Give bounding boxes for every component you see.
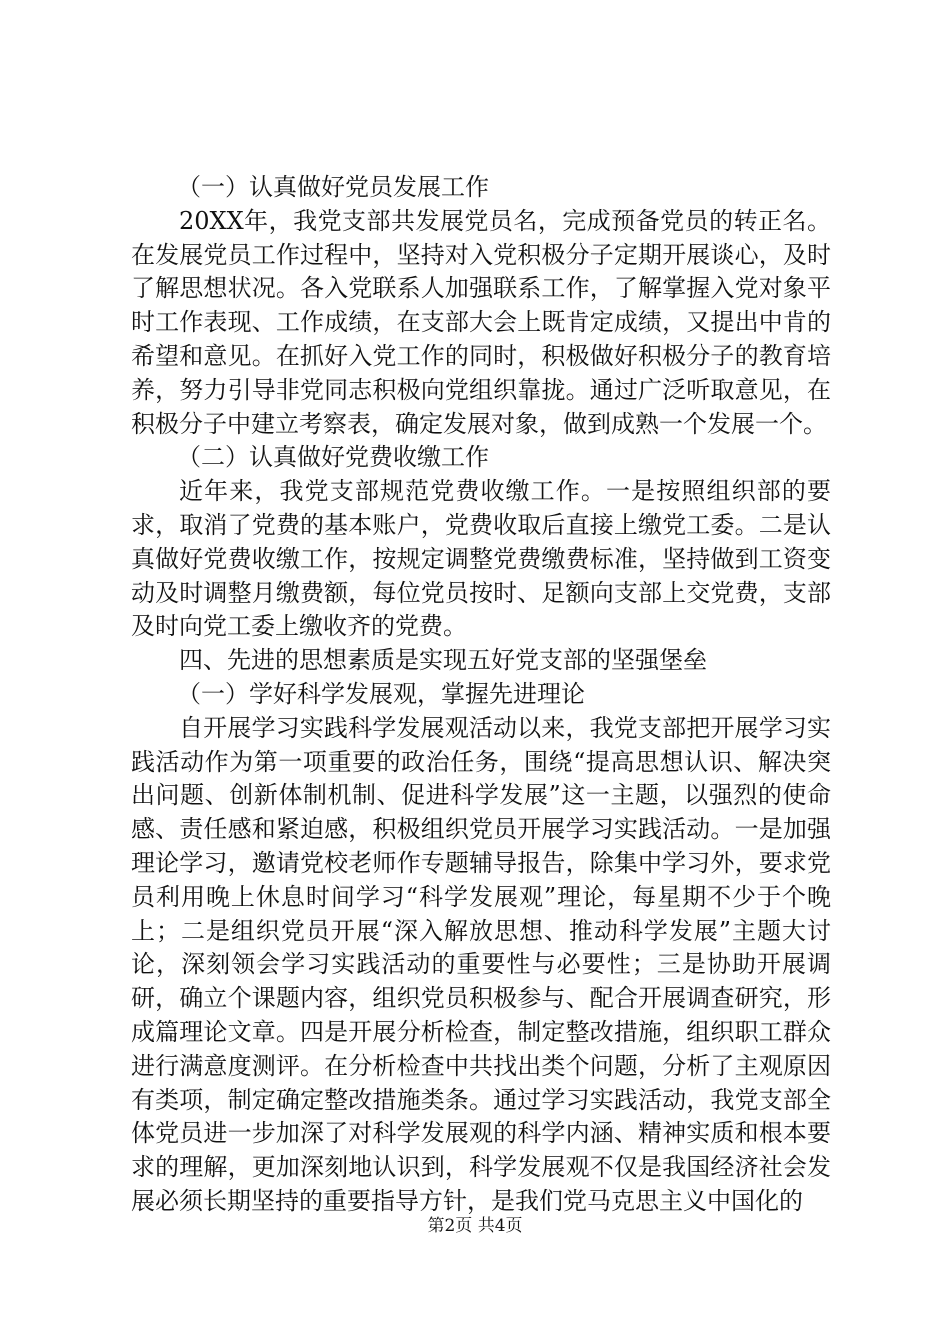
chapter-heading-4: 四、先进的思想素质是实现五好党支部的坚强堡垒 — [179, 646, 707, 675]
page-footer: 第2页 共4页 — [427, 1216, 523, 1236]
section-heading-3: （一）学好科学发展观，掌握先进理论 — [177, 679, 585, 708]
document-body — [131, 171, 831, 1219]
paragraph-party-development: 20XX年，我党支部共发展党员名，完成预备党员的转正名。在发展党员工作过程中，坚持对入党积极分子定期开展谈心，及时了解思想状况。各入党联系人加强联系工作，了解掌握入党对象平时工作表现、工作成绩，在支部大会上既肯定成绩，又提出中肯的希望和意见。在抓好入党工作的同时，积极做好积极分子的教育培养，努力引导非党同志积极向党组织靠拢。通过广泛听取意见，在积极分子中建立考察表，确定发展对象，做到成熟一个发展一个。 — [131, 206, 831, 438]
paragraph-scientific-development: 自开展学习实践科学发展观活动以来，我党支部把开展学习实践活动作为第一项重要的政治任务，围绕“提高思想认识、解决突出问题、创新体制机制、促进科学发展”这一主题，以强烈的使命感、责任感和紧迫感，积极组织党员开展学习实践活动。一是加强理论学习，邀请党校老师作专题辅导报告，除集中学习外，要求党员利用晚上休息时间学习“科学发展观”理论，每星期不少于个晚上；二是组织党员开展“深入解放思想、推动科学发展”主题大讨论，深刻领会学习实践活动的重要性与必要性；三是协助开展调研，确立个课题内容，组织党员积极参与、配合开展调查研究，形成篇理论文章。四是开展分析检查，制定整改措施，组织职工群众进行满意度测评。在分析检查中共找出类个问题，分析了主观原因有类项，制定确定整改措施类条。通过学习实践活动，我党支部全体党员进一步加深了对科学发展观的科学内涵、精神实质和根本要求的理解，更加深刻地认识到，科学发展观不仅是我国经济社会发展必须长期坚持的重要指导方针，是我们党马克思主义中国化的 — [131, 713, 831, 1215]
section-heading-2: （二）认真做好党费收缴工作 — [177, 443, 489, 472]
section-heading-1: （一）认真做好党员发展工作 — [177, 173, 489, 201]
paragraph-party-dues: 近年来，我党支部规范党费收缴工作。一是按照组织部的要求，取消了党费的基本账户，党费收取后直接上缴党工委。二是认真做好党费收缴工作，按规定调整党费缴费标准，坚持做到工资变动及时调整月缴费额，每位党员按时、足额向支部上交党费，支部及时向党工委上缴收齐的党费。 — [131, 477, 831, 641]
